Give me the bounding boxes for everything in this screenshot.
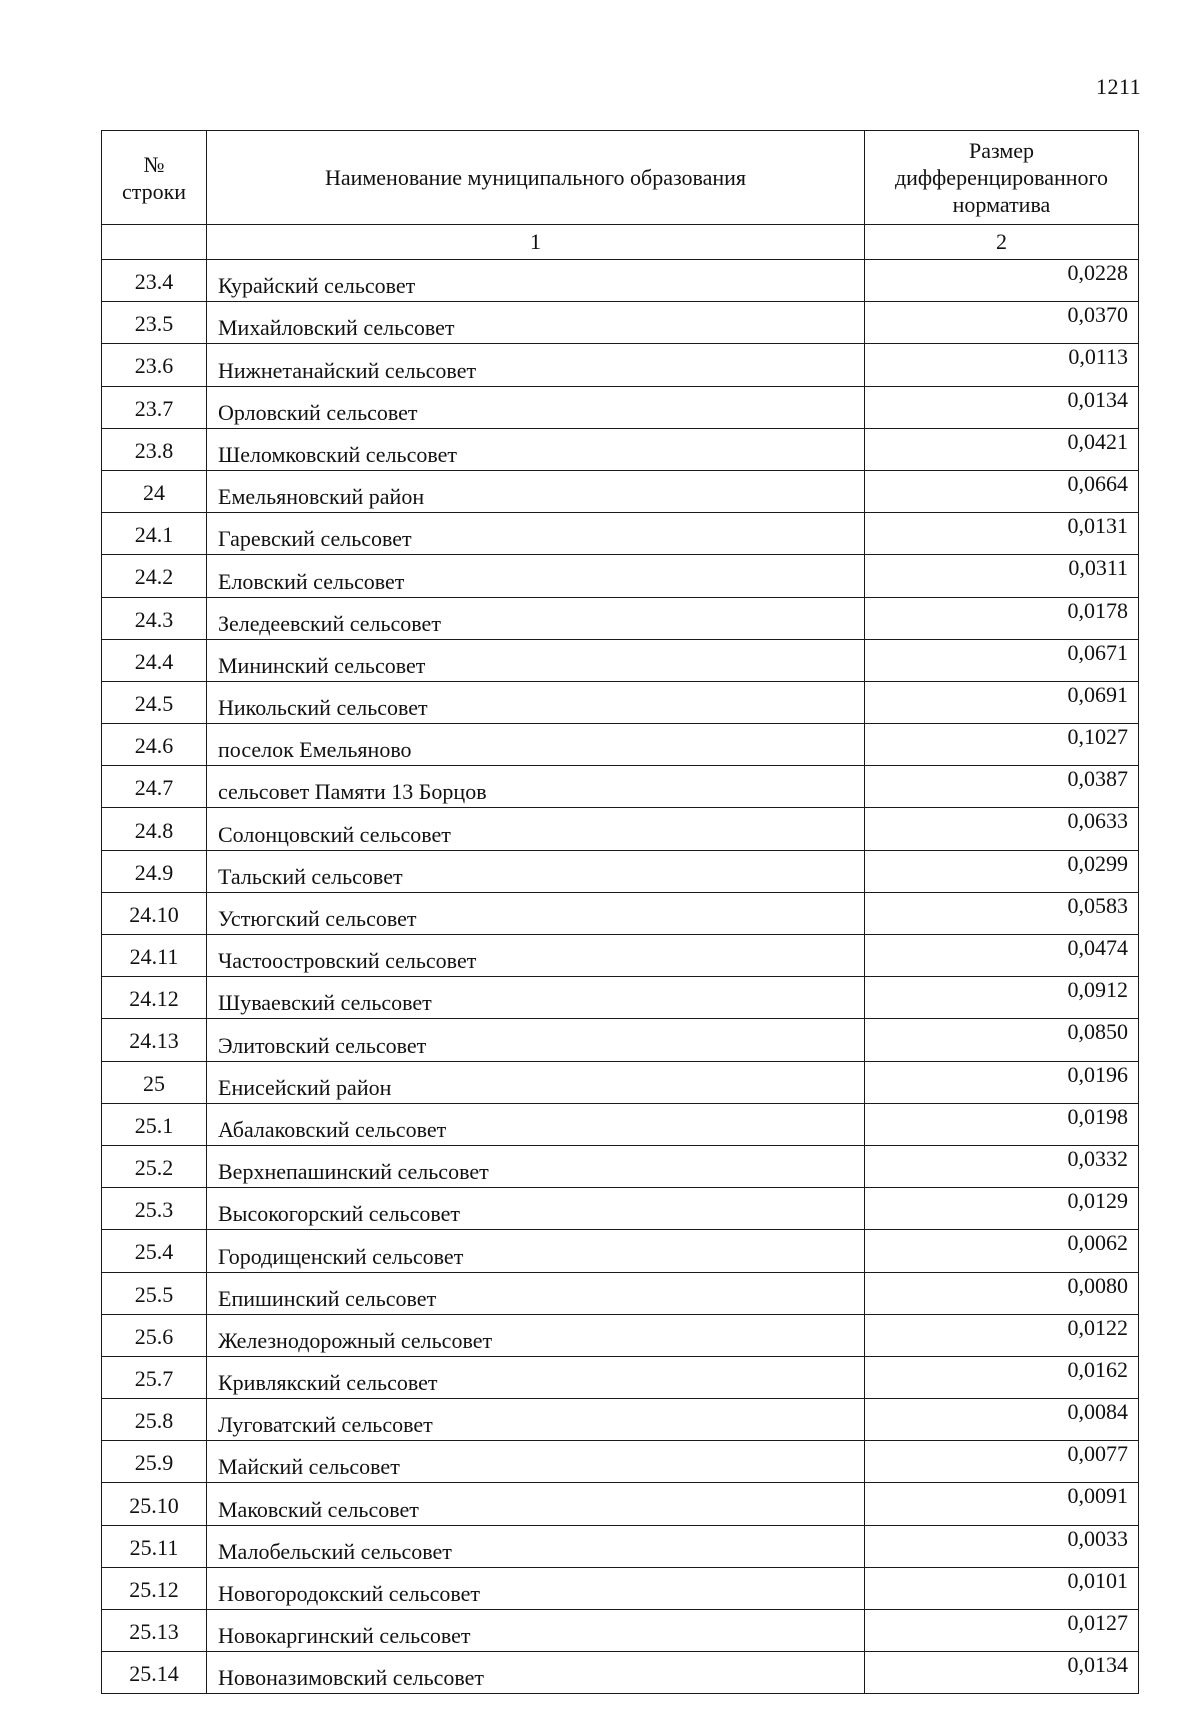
table-row: [102, 1188, 1139, 1230]
row-number-cell: 24.1: [102, 513, 207, 555]
norm-value-cell: 0,0583: [865, 892, 1139, 934]
norm-value-cell: 0,0122: [865, 1314, 1139, 1356]
municipality-name-cell: Шуваевский сельсовет: [207, 977, 865, 1019]
header-value-line-3: норматива: [952, 192, 1051, 217]
municipality-name-cell: Никольский сельсовет: [207, 681, 865, 723]
municipality-name-cell: Высокогорский сельсовет: [207, 1188, 865, 1230]
row-number-cell: 25.12: [102, 1567, 207, 1609]
row-number-cell: 24.5: [102, 681, 207, 723]
table-row: [102, 555, 1139, 597]
table-row: [102, 344, 1139, 386]
row-number-cell: 24.11: [102, 935, 207, 977]
table-row: [102, 892, 1139, 934]
column-index-row-number: [102, 225, 207, 260]
row-number-cell: 25.3: [102, 1188, 207, 1230]
table-row: [102, 597, 1139, 639]
table-row: [102, 977, 1139, 1019]
row-number-cell: 24.7: [102, 766, 207, 808]
header-row-number-line-2: строки: [121, 178, 187, 204]
norm-value-cell: 0,1027: [865, 724, 1139, 766]
municipality-name-cell: Михайловский сельсовет: [207, 302, 865, 344]
header-row: [102, 131, 1139, 225]
row-number-cell: 25.10: [102, 1483, 207, 1525]
norm-value-cell: 0,0080: [865, 1272, 1139, 1314]
row-number-cell: 24.8: [102, 808, 207, 850]
table-row: [102, 1441, 1139, 1483]
row-number-cell: 25.8: [102, 1399, 207, 1441]
row-number-cell: 25: [102, 1061, 207, 1103]
row-number-cell: 25.4: [102, 1230, 207, 1272]
municipality-name-cell: Гаревский сельсовет: [207, 513, 865, 555]
municipality-name-cell: Майский сельсовет: [207, 1441, 865, 1483]
row-number-cell: 25.2: [102, 1145, 207, 1187]
municipality-name-cell: Шеломковский сельсовет: [207, 428, 865, 470]
municipality-name-cell: сельсовет Памяти 13 Борцов: [207, 766, 865, 808]
norm-value-cell: 0,0370: [865, 302, 1139, 344]
norm-value-cell: 0,0198: [865, 1103, 1139, 1145]
row-number-cell: 23.8: [102, 428, 207, 470]
municipality-name-cell: Городищенский сельсовет: [207, 1230, 865, 1272]
header-value-line-1: Размер: [968, 138, 1035, 163]
municipality-name-cell: Маковский сельсовет: [207, 1483, 865, 1525]
table-row: [102, 639, 1139, 681]
municipality-name-cell: Курайский сельсовет: [207, 260, 865, 302]
table-row: [102, 1567, 1139, 1609]
norm-value-cell: 0,0033: [865, 1525, 1139, 1567]
row-number-cell: 25.11: [102, 1525, 207, 1567]
municipality-name-cell: Епишинский сельсовет: [207, 1272, 865, 1314]
row-number-cell: 25.6: [102, 1314, 207, 1356]
row-number-cell: 24.12: [102, 977, 207, 1019]
municipality-name-cell: Частоостровский сельсовет: [207, 935, 865, 977]
norm-value-cell: 0,0113: [865, 344, 1139, 386]
table-row: [102, 428, 1139, 470]
municipality-name-cell: Верхнепашинский сельсовет: [207, 1145, 865, 1187]
table-row: [102, 1356, 1139, 1398]
norm-value-cell: 0,0474: [865, 935, 1139, 977]
table-row: [102, 1272, 1139, 1314]
table-header: [102, 131, 1139, 260]
row-number-cell: 23.7: [102, 386, 207, 428]
row-number-cell: 25.5: [102, 1272, 207, 1314]
municipality-name-cell: поселок Емельяново: [207, 724, 865, 766]
header-value: [865, 131, 1139, 225]
norm-value-cell: 0,0091: [865, 1483, 1139, 1525]
header-row-number: [102, 131, 207, 225]
table-row: [102, 1399, 1139, 1441]
municipality-name-cell: Новогородокский сельсовет: [207, 1567, 865, 1609]
row-number-cell: 25.13: [102, 1610, 207, 1652]
table-row: [102, 513, 1139, 555]
norm-value-cell: 0,0421: [865, 428, 1139, 470]
row-number-cell: 24.4: [102, 639, 207, 681]
norm-value-cell: 0,0127: [865, 1610, 1139, 1652]
norm-value-cell: 0,0062: [865, 1230, 1139, 1272]
standards-table: [101, 130, 1139, 1694]
column-index-row: [102, 225, 1139, 260]
row-number-cell: 25.14: [102, 1652, 207, 1694]
row-number-cell: 23.5: [102, 302, 207, 344]
municipality-name-cell: Еловский сельсовет: [207, 555, 865, 597]
column-index-value: 2: [865, 225, 1139, 260]
column-index-name: 1: [207, 225, 865, 260]
row-number-cell: 24.13: [102, 1019, 207, 1061]
table-row: [102, 1145, 1139, 1187]
norm-value-cell: 0,0134: [865, 386, 1139, 428]
row-number-cell: 25.1: [102, 1103, 207, 1145]
municipality-name-cell: Емельяновский район: [207, 470, 865, 512]
row-number-cell: 23.6: [102, 344, 207, 386]
header-name: Наименование муниципального образования: [207, 131, 865, 225]
municipality-name-cell: Абалаковский сельсовет: [207, 1103, 865, 1145]
municipality-name-cell: Нижнетанайский сельсовет: [207, 344, 865, 386]
norm-value-cell: 0,0850: [865, 1019, 1139, 1061]
table-row: [102, 260, 1139, 302]
table-row: [102, 1019, 1139, 1061]
row-number-cell: 24: [102, 470, 207, 512]
municipality-name-cell: Орловский сельсовет: [207, 386, 865, 428]
row-number-cell: 24.6: [102, 724, 207, 766]
municipality-name-cell: Элитовский сельсовет: [207, 1019, 865, 1061]
norm-value-cell: 0,0228: [865, 260, 1139, 302]
norm-value-cell: 0,0311: [865, 555, 1139, 597]
table-row: [102, 1103, 1139, 1145]
municipality-name-cell: Новокаргинский сельсовет: [207, 1610, 865, 1652]
page-number: 1211: [1096, 74, 1142, 99]
norm-value-cell: 0,0387: [865, 766, 1139, 808]
table-row: [102, 808, 1139, 850]
table-row: [102, 1483, 1139, 1525]
norm-value-cell: 0,0299: [865, 850, 1139, 892]
table-row: [102, 302, 1139, 344]
municipality-name-cell: Зеледеевский сельсовет: [207, 597, 865, 639]
row-number-cell: 23.4: [102, 260, 207, 302]
row-number-cell: 24.9: [102, 850, 207, 892]
municipality-name-cell: Новоназимовский сельсовет: [207, 1652, 865, 1694]
municipality-name-cell: Кривлякский сельсовет: [207, 1356, 865, 1398]
table-row: [102, 766, 1139, 808]
norm-value-cell: 0,0101: [865, 1567, 1139, 1609]
table-body: [102, 260, 1139, 1694]
norm-value-cell: 0,0912: [865, 977, 1139, 1019]
table-row: [102, 1525, 1139, 1567]
table-row: [102, 1230, 1139, 1272]
municipality-name-cell: Тальский сельсовет: [207, 850, 865, 892]
norm-value-cell: 0,0134: [865, 1652, 1139, 1694]
row-number-cell: 24.3: [102, 597, 207, 639]
table-row: [102, 1314, 1139, 1356]
norm-value-cell: 0,0077: [865, 1441, 1139, 1483]
header-row-number-line-1: №: [143, 151, 165, 177]
municipality-name-cell: Малобельский сельсовет: [207, 1525, 865, 1567]
municipality-name-cell: Енисейский район: [207, 1061, 865, 1103]
norm-value-cell: 0,0129: [865, 1188, 1139, 1230]
municipality-name-cell: Железнодорожный сельсовет: [207, 1314, 865, 1356]
table-row: [102, 1610, 1139, 1652]
norm-value-cell: 0,0131: [865, 513, 1139, 555]
municipality-name-cell: Мининский сельсовет: [207, 639, 865, 681]
municipality-name-cell: Солонцовский сельсовет: [207, 808, 865, 850]
row-number-cell: 24.10: [102, 892, 207, 934]
norm-value-cell: 0,0691: [865, 681, 1139, 723]
municipality-name-cell: Луговатский сельсовет: [207, 1399, 865, 1441]
norm-value-cell: 0,0633: [865, 808, 1139, 850]
norm-value-cell: 0,0162: [865, 1356, 1139, 1398]
table-row: [102, 1652, 1139, 1694]
row-number-cell: 25.7: [102, 1356, 207, 1398]
norm-value-cell: 0,0664: [865, 470, 1139, 512]
table-row: [102, 386, 1139, 428]
row-number-cell: 24.2: [102, 555, 207, 597]
header-value-line-2: дифференцированного: [894, 165, 1109, 190]
norm-value-cell: 0,0671: [865, 639, 1139, 681]
norm-value-cell: 0,0084: [865, 1399, 1139, 1441]
norm-value-cell: 0,0178: [865, 597, 1139, 639]
table-row: [102, 470, 1139, 512]
row-number-cell: 25.9: [102, 1441, 207, 1483]
municipality-name-cell: Устюгский сельсовет: [207, 892, 865, 934]
table-row: [102, 1061, 1139, 1103]
table-row: [102, 935, 1139, 977]
table-row: [102, 850, 1139, 892]
table-row: [102, 681, 1139, 723]
norm-value-cell: 0,0196: [865, 1061, 1139, 1103]
norm-value-cell: 0,0332: [865, 1145, 1139, 1187]
table-row: [102, 724, 1139, 766]
